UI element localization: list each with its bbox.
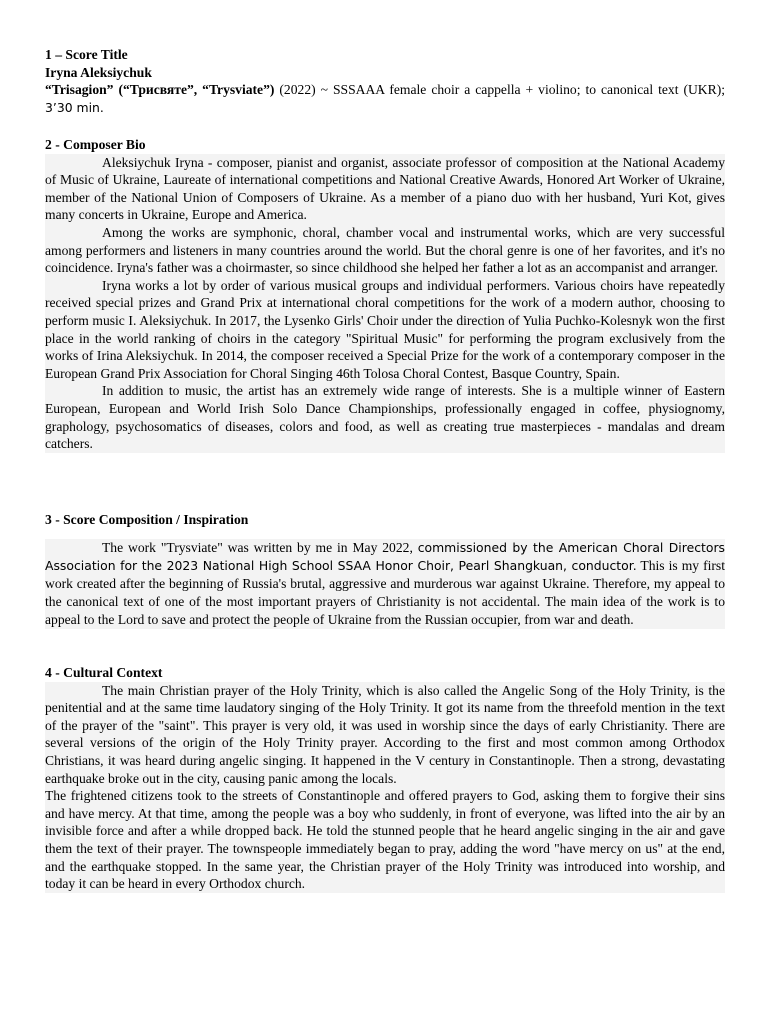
inspiration-section (45, 511, 725, 629)
inspiration-body (45, 539, 725, 629)
work-title: “Trisagion” (“Трисвяте”, “Trysviate”) (45, 82, 275, 98)
composer-bio-section (45, 136, 725, 453)
section-heading-composer-bio: 2 - Composer Bio (45, 137, 146, 152)
bio-paragraph: Aleksiychuk Iryna - composer, pianist and organist, associate professor of composition at the National Academy of Music of Ukraine, Laureate of international competitions and National Creative Awards, Honored Art Worker of Ukraine, member of the National Union of Composers of Ukraine. As a member of a piano duo with her husband, Yuri Kot, gives many concerts in Ukraine, Europe and America. (45, 154, 725, 223)
score-title-line (45, 81, 725, 116)
bio-body (45, 154, 725, 453)
section-heading-score-title: 1 – Score Title (45, 47, 128, 62)
score-title-section (45, 46, 725, 116)
context-paragraph: The frightened citizens took to the streets of Constantinople and offered prayers to God, asking them to forgive their sins and have mercy. At that time, among the people was a boy who suddenly, in front of everyone, was lifted into the air by an invisible force and after a while dropped back. He told the stunned people that he heard angelic singing in the air and gave them the text of their prayer. The townspeople immediately began to pray, adding the word "have mercy on us" at the end, and the earthquake stopped. In the same year, the Christian prayer of the Holy Trinity was introduced into worship, and today it can be heard in every Orthodox church. (45, 788, 725, 892)
inspiration-paragraph (45, 539, 725, 629)
cultural-context-section (45, 664, 725, 893)
bio-paragraph: Iryna works a lot by order of various musical groups and individual performers. Various choirs have repeatedly received special prizes and Grand Prix at international choral competitions for the work of a modern author, choosing to perform music I. Aleksiychuk. In 2017, the Lysenko Girls' Choir under the direction of Yulia Puchko-Kolesnyk won the first place in the world ranking of choirs in the category "Spiritual Music" for performing the program exclusively from the works of Irina Aleksiychuk. In 2014, the composer received a Special Prize for the work of a contemporary composer in the European Grand Prix Association for Choral Singing 46th Tolosa Choral Contest, Basque Country, Spain. (45, 277, 725, 381)
section-heading-inspiration: 3 - Score Composition / Inspiration (45, 512, 249, 527)
inspiration-text-start: The work "Trysviate" was written by me in May 2022, (102, 539, 418, 555)
context-paragraph: The main Christian prayer of the Holy Trinity, which is also called the Angelic Song of the Holy Trinity, is the penitential and at the same time laudatory singing of the Holy Trinity. It got its name from the threefold mention in the text of the prayer of the "saint". This prayer is very old, it was used in worship since the days of early Christianity. There are several versions of the origin of the Holy Trinity prayer. According to the first and most common among Orthodox Christians, it was heard during angelic singing. It happened in the V century in Constantinople. Then a strong, devastating earthquake broke out in the city, causing panic among the locals. (45, 682, 725, 786)
composer-name: Iryna Aleksiychuk (45, 64, 152, 80)
context-body (45, 682, 725, 893)
commission-text: commissioned by the American Choral Directors Association for the 2023 National High School SSAA Honor Choir, Pearl Shangkuan, conductor. (45, 539, 725, 573)
section-heading-cultural-context: 4 - Cultural Context (45, 665, 163, 680)
inspiration-text-end: This is my first work created after the beginning of Russia's brutal, aggressive and murderous war against Ukraine. Therefore, my appeal to the canonical text of one of the most important prayers of Christianity is not accidental. The main idea of the work is to appeal to the Lord to save and protect the people of Ukraine from the Russian occupier, from war and death. (45, 557, 725, 627)
work-details: (2022) ~ SSSAAA female choir a cappella + violino; to canonical text (UKR); (274, 82, 725, 98)
work-duration: 3’30 min. (45, 99, 104, 115)
bio-paragraph: In addition to music, the artist has an extremely wide range of interests. She is a multiple winner of Eastern European, European and World Irish Solo Dance Championships, professionally engaged in coffee, physiognomy, graphology, psychosomatics of diseases, colors and food, as well as creating true masterpieces - mandalas and dream catchers. (45, 383, 725, 452)
bio-paragraph: Among the works are symphonic, choral, chamber vocal and instrumental works, which are very successful among performers and listeners in many countries around the world. But the choral genre is one of her favorites, and it's no coincidence. Iryna's father was a choirmaster, so since childhood she helped her father a lot as an accompanist and arranger. (45, 224, 725, 276)
